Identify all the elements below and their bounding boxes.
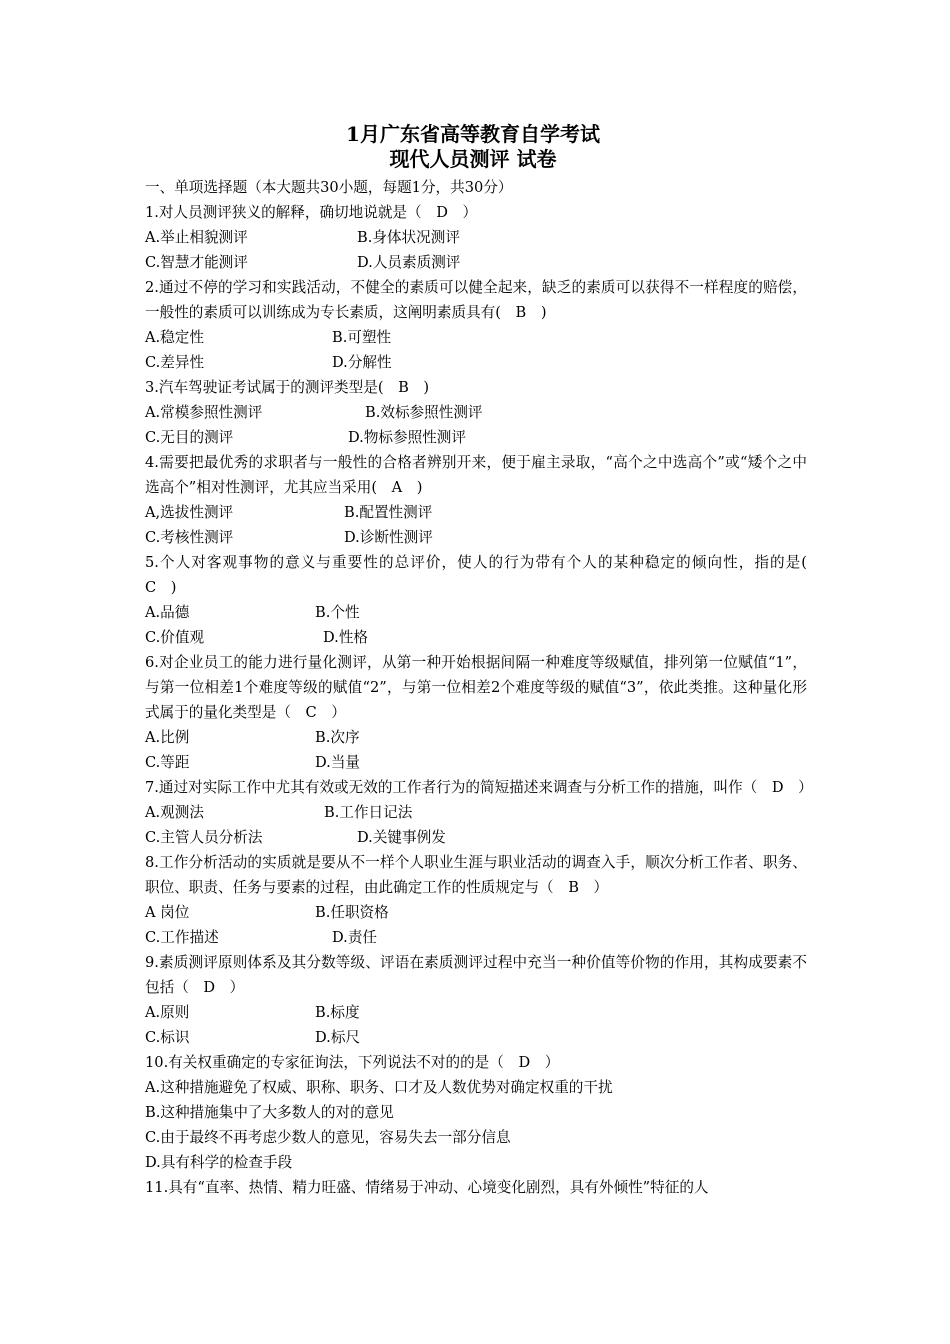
option-d: D.当量 bbox=[315, 754, 361, 771]
option-b: B.效标参照性测评 bbox=[365, 404, 483, 421]
question-8-options-row2 bbox=[145, 925, 807, 950]
option-b: B.个性 bbox=[315, 604, 360, 621]
section-heading: 一、单项选择题（本大题共30小题，每题1分，共30分） bbox=[145, 179, 513, 196]
option-d: D.责任 bbox=[332, 929, 378, 946]
question-4-stem: 4.需要把最优秀的求职者与一般性的合格者辨别开来，便于雇主录取，“高个之中选高个”或“矮个之中选高个”相对性测评，尤其应当采用( A ) bbox=[145, 454, 807, 496]
option-d: D.关键事例发 bbox=[357, 829, 446, 846]
option-b: B.可塑性 bbox=[332, 329, 392, 346]
option-c: C.工作描述 bbox=[145, 929, 219, 946]
question-7-stem: 7.通过对实际工作中尤其有效或无效的工作者行为的简短描述来调查与分析工作的措施，叫作（ D ） bbox=[145, 779, 813, 796]
option-a: A.这种措施避免了权威、职称、职务、口才及人数优势对确定权重的干扰 bbox=[145, 1079, 613, 1096]
option-b: B.次序 bbox=[315, 729, 360, 746]
question-7-options-row2 bbox=[145, 825, 807, 850]
option-b: B.这种措施集中了大多数人的对的意见 bbox=[145, 1104, 394, 1121]
question-5-options-row2 bbox=[145, 625, 807, 650]
option-b: B.工作日记法 bbox=[324, 804, 413, 821]
question-2-options-row2 bbox=[145, 350, 807, 375]
question-1-options-row1 bbox=[145, 225, 807, 250]
question-1-options-row2 bbox=[145, 250, 807, 275]
option-b: B.配置性测评 bbox=[344, 504, 433, 521]
question-3-options-row1 bbox=[145, 400, 807, 425]
option-c: C.差异性 bbox=[145, 354, 205, 371]
option-d: D.标尺 bbox=[315, 1029, 361, 1046]
option-d: D.诊断性测评 bbox=[344, 529, 433, 546]
option-a: A.举止相貌测评 bbox=[145, 229, 248, 246]
option-a: A.比例 bbox=[145, 729, 190, 746]
exam-title-line1: 1月广东省高等教育自学考试 bbox=[346, 122, 600, 146]
option-c: C.无目的测评 bbox=[145, 429, 234, 446]
question-2-options-row1 bbox=[145, 325, 807, 350]
option-a: A.常模参照性测评 bbox=[145, 404, 263, 421]
option-b: B.标度 bbox=[315, 1004, 360, 1021]
option-c: C.主管人员分析法 bbox=[145, 829, 263, 846]
option-c: C.考核性测评 bbox=[145, 529, 234, 546]
option-a: A.观测法 bbox=[145, 804, 204, 821]
question-5-options-row1 bbox=[145, 600, 807, 625]
option-d: D.性格 bbox=[323, 629, 369, 646]
option-c: C.智慧才能测评 bbox=[145, 254, 248, 271]
question-3-options-row2 bbox=[145, 425, 807, 450]
exam-title-line2: 现代人员测评 试卷 bbox=[389, 147, 557, 171]
question-6-stem: 6.对企业员工的能力进行量化测评，从第一种开始根据间隔一种难度等级赋值，排列第一位赋值“1”，与第一位相差1个难度等级的赋值“2”，与第一位相差2个难度等级的赋值“3”，依此类推。这种量化形式属于的量化类型是（ C ） bbox=[145, 654, 807, 721]
question-10-stem: 10.有关权重确定的专家征询法，下列说法不对的的是（ D ） bbox=[145, 1054, 560, 1071]
question-7-options-row1 bbox=[145, 800, 807, 825]
option-a: A.原则 bbox=[145, 1004, 190, 1021]
option-c: C.标识 bbox=[145, 1029, 190, 1046]
question-8-options-row1 bbox=[145, 900, 807, 925]
option-a: A,选拔性测评 bbox=[145, 504, 234, 521]
question-4-options-row2 bbox=[145, 525, 807, 550]
option-a: A.稳定性 bbox=[145, 329, 204, 346]
option-c: C.由于最终不再考虑少数人的意见，容易失去一部分信息 bbox=[145, 1129, 511, 1146]
question-9-stem: 9.素质测评原则体系及其分数等级、评语在素质测评过程中充当一种价值等价物的作用，其构成要素不包括（ D ） bbox=[145, 954, 807, 996]
question-2-stem: 2.通过不停的学习和实践活动，不健全的素质可以健全起来，缺乏的素质可以获得不一样程度的赔偿，一般性的素质可以训练成为专长素质，这阐明素质具有( B ) bbox=[145, 279, 807, 321]
question-1-stem: 1.对人员测评狭义的解释，确切地说就是（ D ） bbox=[145, 204, 478, 221]
option-d: D.物标参照性测评 bbox=[348, 429, 466, 446]
question-9-options-row1 bbox=[145, 1000, 807, 1025]
question-3-stem: 3.汽车驾驶证考试属于的测评类型是( B ) bbox=[145, 379, 430, 396]
question-8-stem: 8.工作分析活动的实质就是要从不一样个人职业生涯与职业活动的调查入手，顺次分析工作者、职务、职位、职责、任务与要素的过程，由此确定工作的性质规定与（ B ） bbox=[145, 854, 807, 896]
option-d: D.人员素质测评 bbox=[357, 254, 461, 271]
exam-body bbox=[145, 175, 822, 1200]
question-6-options-row2 bbox=[145, 750, 807, 775]
option-c: C.价值观 bbox=[145, 629, 205, 646]
question-5-stem: 5.个人对客观事物的意义与重要性的总评价，使人的行为带有个人的某种稳定的倾向性，指的是( C ) bbox=[145, 554, 822, 596]
question-6-options-row1 bbox=[145, 725, 807, 750]
option-b: B.身体状况测评 bbox=[357, 229, 460, 246]
option-a: A.品德 bbox=[145, 604, 190, 621]
question-9-options-row2 bbox=[145, 1025, 807, 1050]
option-a: A 岗位 bbox=[145, 904, 190, 921]
option-d: D.具有科学的检查手段 bbox=[145, 1154, 293, 1171]
exam-page bbox=[145, 122, 822, 1200]
option-b: B.任职资格 bbox=[315, 904, 389, 921]
option-d: D.分解性 bbox=[332, 354, 392, 371]
question-4-options-row1 bbox=[145, 500, 807, 525]
question-11-stem: 11.具有“直率、热情、精力旺盛、情绪易于冲动、心境变化剧烈，具有外倾性”特征的人 bbox=[145, 1179, 709, 1196]
option-c: C.等距 bbox=[145, 754, 190, 771]
